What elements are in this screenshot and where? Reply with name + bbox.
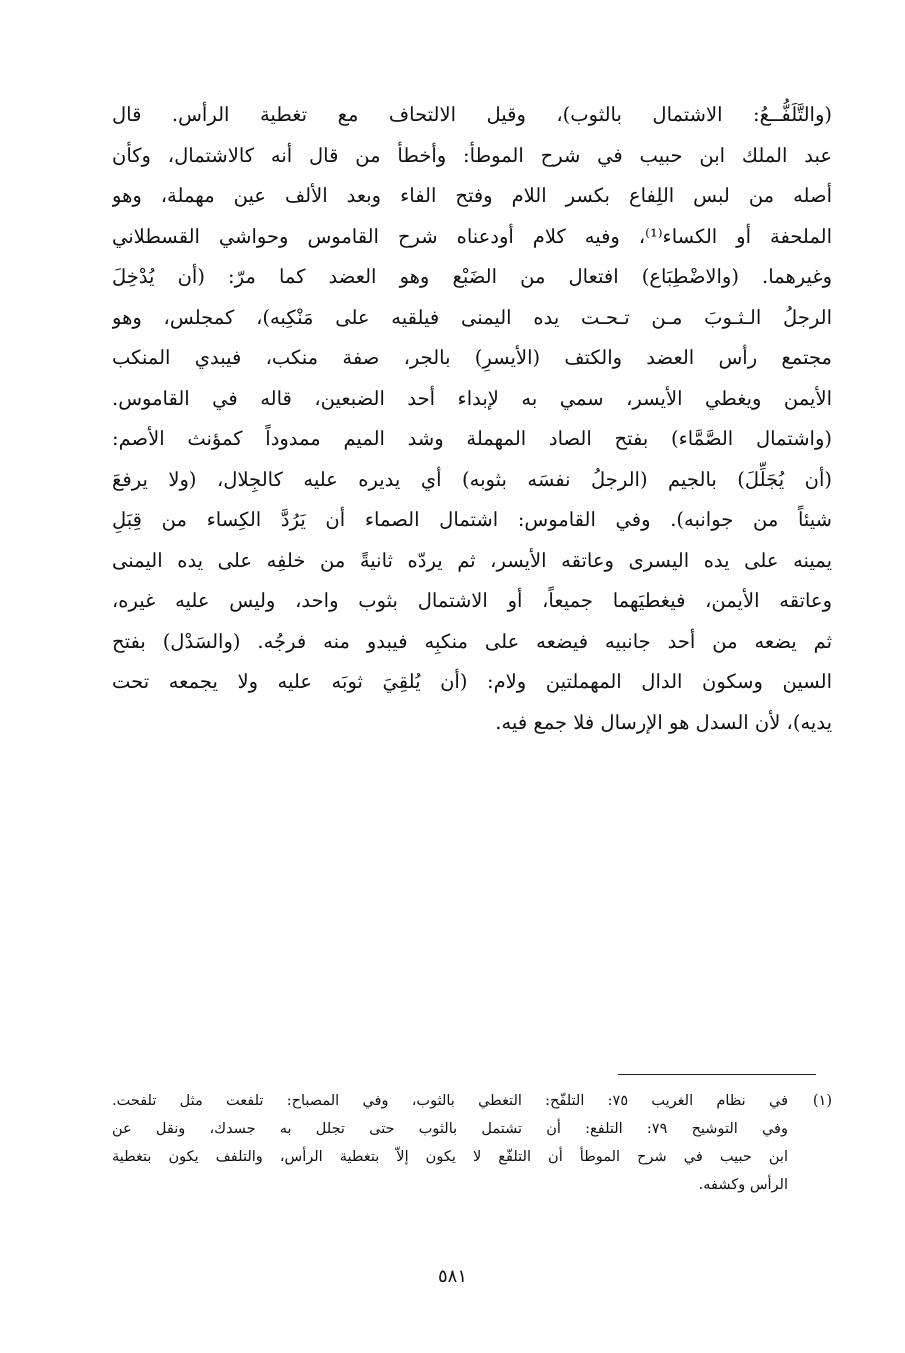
footnote-line: الرأس وكشفه. [698,1177,788,1193]
footnote-marker: (١) [812,1093,832,1109]
text-line: (واشتمال الصَّمَّاء) بفتح الصاد المهملة وشد الميم ممدوداً كمؤنث الأصم: [112,427,832,450]
footnote-line: ابن حبيب في شرح الموطأ أن التلفّع لا يكون إلاّ بتغطية الرأس، والتلفف يكون بتغطية [112,1149,788,1165]
text-line: شيئاً من جوانبه). وفي القاموس: اشتمال الصماء أن يَرُدَّ الكِساء من قِبَلِ [112,508,832,531]
text-line: (والتَّلَفُّــعُ: الاشتمال بالثوب)، وقيل الالتحاف مع تغطية الرأس. قال [112,103,832,126]
text-line: وغيرهما. (والاضْطِبَاع) افتعال من الضَبْع وهو العضد كما مرّ: (أن يُدْخِلَ [112,265,832,288]
footnote-text [112,1087,788,1199]
text-line: (أن يُجَلِّلَ) بالجيم (الرجلُ نفسَه بثوبه) أي يديره عليه كالجِلال، (ولا يرفعَ [112,467,832,491]
text-line: مجتمع رأس العضد والكتف (الأيسرِ) بالجر، صفة منكب، فيبدي المنكب [112,346,832,369]
text-line: الرجلُ الـثـوبَ مـن تـحـت يده اليمنى فيلقيه على مَنْكِبه)، كمجلس، وهو [112,305,832,329]
page-number: ٥٨١ [437,1266,467,1287]
text-line: عبد الملك ابن حبيب في شرح الموطأ: وأخطأ من قال أنه كالاشتمال، وكأن [112,143,832,167]
text-line: الملحفة أو الكساء⁽¹⁾، وفيه كلام أودعناه شرح القاموس وحواشي القسطلاني [112,224,832,248]
text-line: السين وسكون الدال المهملتين ولام: (أن يُلقِيَ ثوبَه عليه ولا يجمعه تحت [112,670,832,693]
text-line: يمينه على يده اليسرى وعاتقه الأيسر، ثم يردّه ثانيةً من خلفِه على يده اليمنى [112,548,832,572]
text-line: ثم يضعه من أحد جانبيه فيضعه على منكبِه فيبدو منه فرجُه. (والسَدْل) بفتح [112,629,832,653]
footnote-separator [618,1074,816,1075]
text-line: أصله من لبس اللِفاع بكسر اللام وفتح الفاء وبعد الألف عين مهملة، وهو [112,184,832,207]
text-line: وعاتقه الأيمن، فيغطيَهما جميعاً، أو الاشتمال بثوب واحد، وليس عليه غيره، [112,589,832,612]
footnote-line: وفي التوشيح ٧٩: التلفع: أن تشتمل بالثوب حتى تجلل به جسدك، ونقل عن [112,1121,788,1137]
main-text-block [112,95,832,743]
footnote-line: في نظام الغريب ٧٥: التلفّح: التغطي بالثوب، وفي المصباح: تلفعت مثل تلفحت. [112,1093,788,1109]
text-line: يديه)، لأن السدل هو الإرسال فلا جمع فيه. [495,710,832,734]
text-line: الأيمن ويغطي الأيسر، سمي به لإبداء أحد الضبعين، قاله في القاموس. [112,386,832,410]
